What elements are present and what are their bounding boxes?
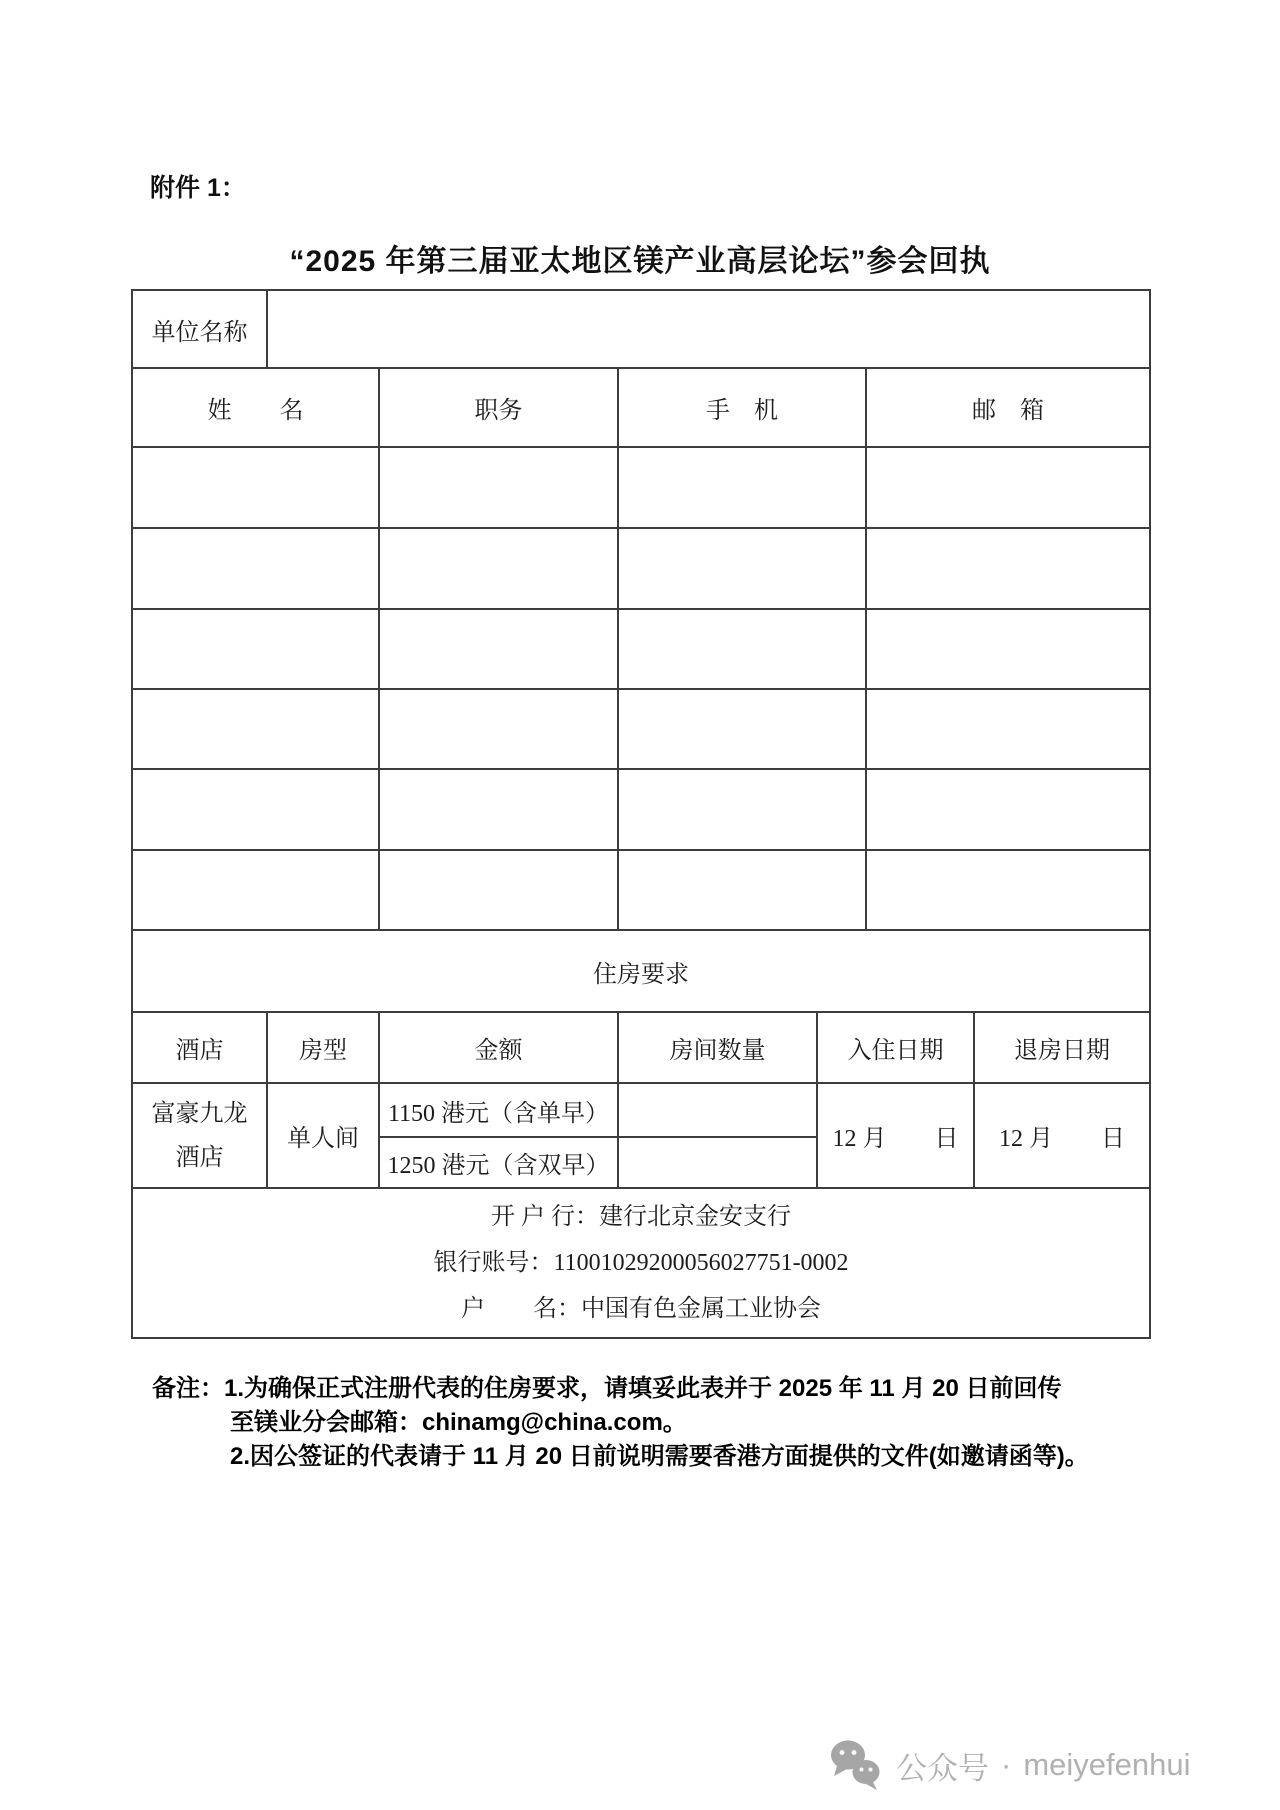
attendee-row-4	[132, 689, 1150, 769]
unit-name-input-cell[interactable]	[267, 290, 1150, 368]
email-input-cell[interactable]	[866, 447, 1150, 528]
attendee-row-2	[132, 528, 1150, 609]
position-input-cell[interactable]	[379, 850, 618, 930]
notes-block	[152, 1372, 1162, 1474]
mobile-input-cell[interactable]	[618, 528, 866, 609]
email-input-cell[interactable]	[866, 689, 1150, 769]
name-input-cell[interactable]	[132, 769, 379, 850]
name-input-cell[interactable]	[132, 689, 379, 769]
col-header-checkin: 入住日期	[817, 1012, 974, 1083]
name-input-cell[interactable]	[132, 609, 379, 689]
position-input-cell[interactable]	[379, 528, 618, 609]
checkin-date-cell[interactable]: 12 月 日	[817, 1083, 974, 1188]
email-input-cell[interactable]	[866, 769, 1150, 850]
position-input-cell[interactable]	[379, 769, 618, 850]
mobile-input-cell[interactable]	[618, 769, 866, 850]
col-header-position: 职务	[379, 368, 618, 447]
room-count-input-2[interactable]	[618, 1137, 817, 1188]
mobile-input-cell[interactable]	[618, 609, 866, 689]
bank-info-row	[132, 1188, 1150, 1338]
note-1-line1: 1.为确保正式注册代表的住房要求，请填妥此表并于 2025 年 11 月 20 日前回传	[224, 1375, 1062, 1402]
col-header-hotel: 酒店	[132, 1012, 267, 1083]
attendee-header-row	[132, 368, 1150, 447]
checkout-date-cell[interactable]: 12 月 日	[974, 1083, 1150, 1188]
hotel-row-option1	[132, 1083, 1150, 1137]
name-input-cell[interactable]	[132, 447, 379, 528]
hotel-name-cell	[132, 1083, 267, 1188]
col-header-room-count: 房间数量	[618, 1012, 817, 1083]
col-header-mobile: 手 机	[618, 368, 866, 447]
bank-account-name-label: 户 名：	[461, 1296, 582, 1322]
notes-label: 备注：	[152, 1375, 224, 1402]
wechat-footer	[828, 1738, 1190, 1792]
wechat-account-id: meiyefenhui	[1023, 1747, 1191, 1782]
note-1-line2: 至镁业分会邮箱：chinamg@china.com。	[230, 1409, 687, 1436]
position-input-cell[interactable]	[379, 609, 618, 689]
bank-branch-label: 开 户 行：	[491, 1204, 600, 1230]
page-title: “2025 年第三届亚太地区镁产业高层论坛”参会回执	[289, 245, 991, 278]
col-header-email: 邮 箱	[866, 368, 1150, 447]
footer-separator: ·	[1001, 1747, 1012, 1782]
housing-header-row	[132, 1012, 1150, 1083]
col-header-amount: 金额	[379, 1012, 618, 1083]
bank-account-name-line	[133, 1286, 1149, 1332]
unit-name-row	[132, 290, 1150, 368]
col-header-checkout: 退房日期	[974, 1012, 1150, 1083]
email-input-cell[interactable]	[866, 850, 1150, 930]
wechat-label: 公众号	[896, 1750, 989, 1786]
wechat-icon	[828, 1738, 882, 1792]
mobile-input-cell[interactable]	[618, 447, 866, 528]
price-option2-cell: 1250 港元（含双早）	[379, 1137, 618, 1188]
attendee-row-3	[132, 609, 1150, 689]
attachment-label: 附件 1：	[150, 174, 246, 202]
attendee-row-5	[132, 769, 1150, 850]
room-count-input-1[interactable]	[618, 1083, 817, 1137]
bank-branch-line	[133, 1194, 1149, 1240]
housing-section-title: 住房要求	[132, 930, 1150, 1012]
bank-account-name-value: 中国有色金属工业协会	[581, 1296, 822, 1322]
bank-branch-value: 建行北京金安支行	[599, 1204, 792, 1230]
bank-account-number-value: 11001029200056027751-0002	[553, 1250, 849, 1276]
bank-account-number-line	[133, 1240, 1149, 1286]
room-type-cell: 单人间	[267, 1083, 379, 1188]
attendee-row-1	[132, 447, 1150, 528]
email-input-cell[interactable]	[866, 609, 1150, 689]
mobile-input-cell[interactable]	[618, 850, 866, 930]
name-input-cell[interactable]	[132, 850, 379, 930]
bank-info-cell	[132, 1188, 1150, 1338]
name-input-cell[interactable]	[132, 528, 379, 609]
hotel-name-line1: 富豪九龙	[151, 1100, 248, 1127]
bank-account-number-label: 银行账号：	[433, 1250, 554, 1276]
email-input-cell[interactable]	[866, 528, 1150, 609]
price-option1-cell: 1150 港元（含单早）	[379, 1083, 618, 1137]
position-input-cell[interactable]	[379, 447, 618, 528]
housing-section-row	[132, 930, 1150, 1012]
attendee-row-6	[132, 850, 1150, 930]
hotel-name-line2: 酒店	[175, 1144, 224, 1171]
note-2: 2.因公签证的代表请于 11 月 20 日前说明需要香港方面提供的文件(如邀请函等)。	[230, 1443, 1089, 1470]
mobile-input-cell[interactable]	[618, 689, 866, 769]
col-header-room-type: 房型	[267, 1012, 379, 1083]
col-header-name: 姓 名	[132, 368, 379, 447]
unit-name-label: 单位名称	[132, 290, 267, 368]
registration-form-table	[131, 289, 1151, 1339]
position-input-cell[interactable]	[379, 689, 618, 769]
